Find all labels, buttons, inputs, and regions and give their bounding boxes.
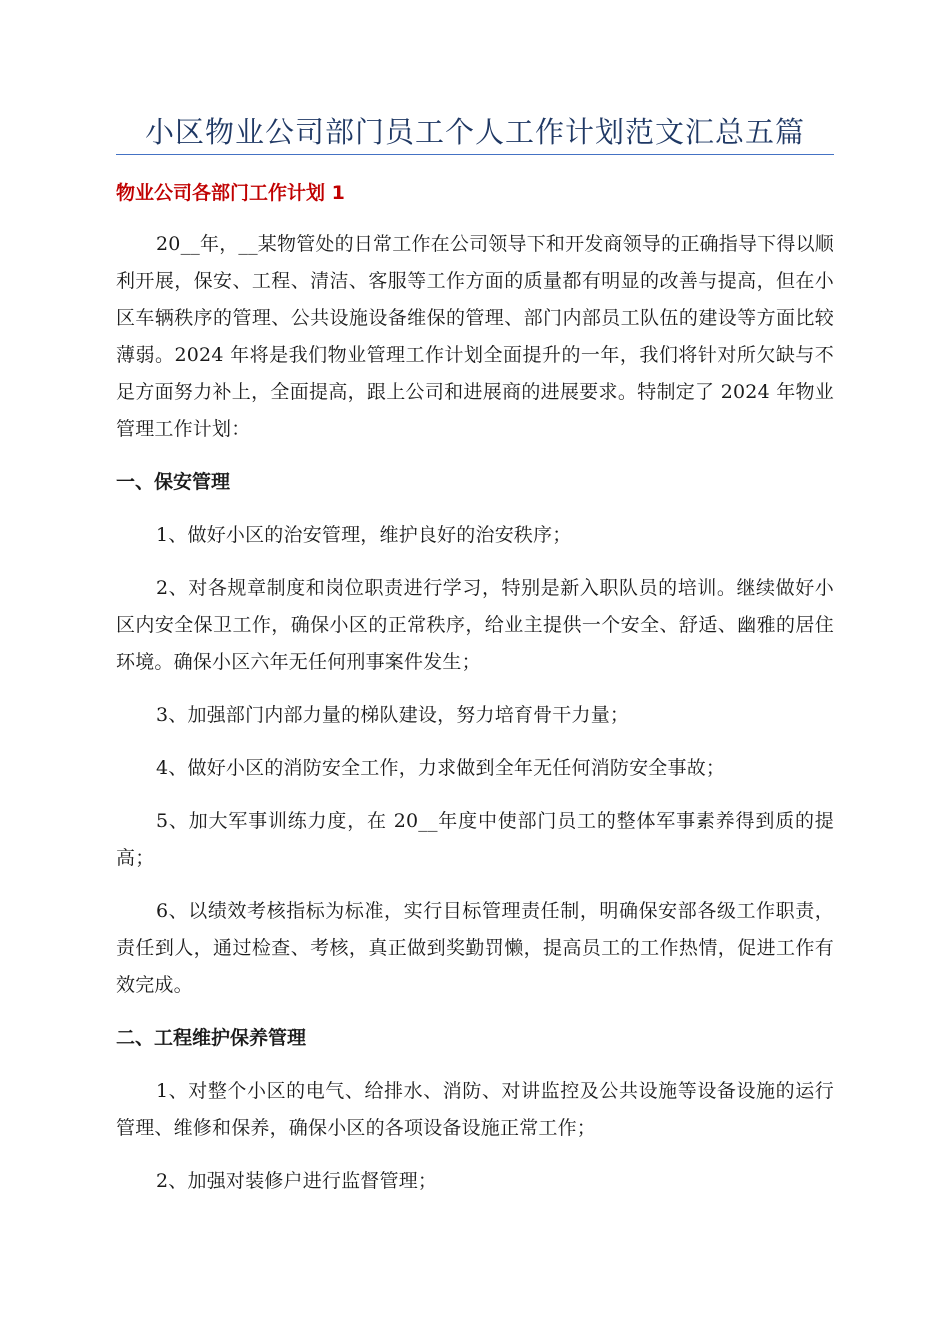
list-item: 4、做好小区的消防安全工作，力求做到全年无任何消防安全事故； <box>156 757 726 779</box>
document-body <box>116 226 834 1200</box>
list-item: 1、对整个小区的电气、给排水、消防、对讲监控及公共设施等设备设施的运行管理、维修和保养，确保小区的各项设备设施正常工作； <box>116 1080 834 1139</box>
list-item: 6、以绩效考核指标为标准，实行目标管理责任制，明确保安部各级工作职责，责任到人，通过检查、考核，真正做到奖勤罚懒，提高员工的工作热情，促进工作有效完成。 <box>116 900 834 996</box>
section-title: 物业公司各部门工作计划 1 <box>116 182 345 204</box>
security-heading: 一、保安管理 <box>116 471 231 493</box>
list-item: 1、做好小区的治安管理，维护良好的治安秩序； <box>156 524 572 546</box>
list-item: 5、加大军事训练力度，在 20__年度中使部门员工的整体军事素养得到质的提高； <box>116 810 834 869</box>
intro-paragraph: 20__年，__某物管处的日常工作在公司领导下和开发商领导的正确指导下得以顺利开展，保安、工程、清洁、客服等工作方面的质量都有明显的改善与提高，但在小区车辆秩序的管理、公共设施设备维保的管理、部门内部员工队伍的建设等方面比较薄弱。2024 年将是我们物业管理工作计划全面提升的一年，我们将针对所欠缺与不足方面努力补上，全面提高，跟上公司和进展商的进展要求。特制定了 2024 年物业管理工作计划： <box>116 233 834 440</box>
title-underline <box>116 154 834 155</box>
list-item: 2、加强对装修户进行监督管理； <box>156 1170 438 1192</box>
engineering-heading: 二、工程维护保养管理 <box>116 1027 307 1049</box>
list-item: 3、加强部门内部力量的梯队建设，努力培育骨干力量； <box>156 704 630 726</box>
list-item: 2、对各规章制度和岗位职责进行学习，特别是新入职队员的培训。继续做好小区内安全保卫工作，确保小区的正常秩序，给业主提供一个安全、舒适、幽雅的居住环境。确保小区六年无任何刑事案件发生； <box>116 577 834 673</box>
document-title: 小区物业公司部门员工个人工作计划范文汇总五篇 <box>144 115 805 149</box>
